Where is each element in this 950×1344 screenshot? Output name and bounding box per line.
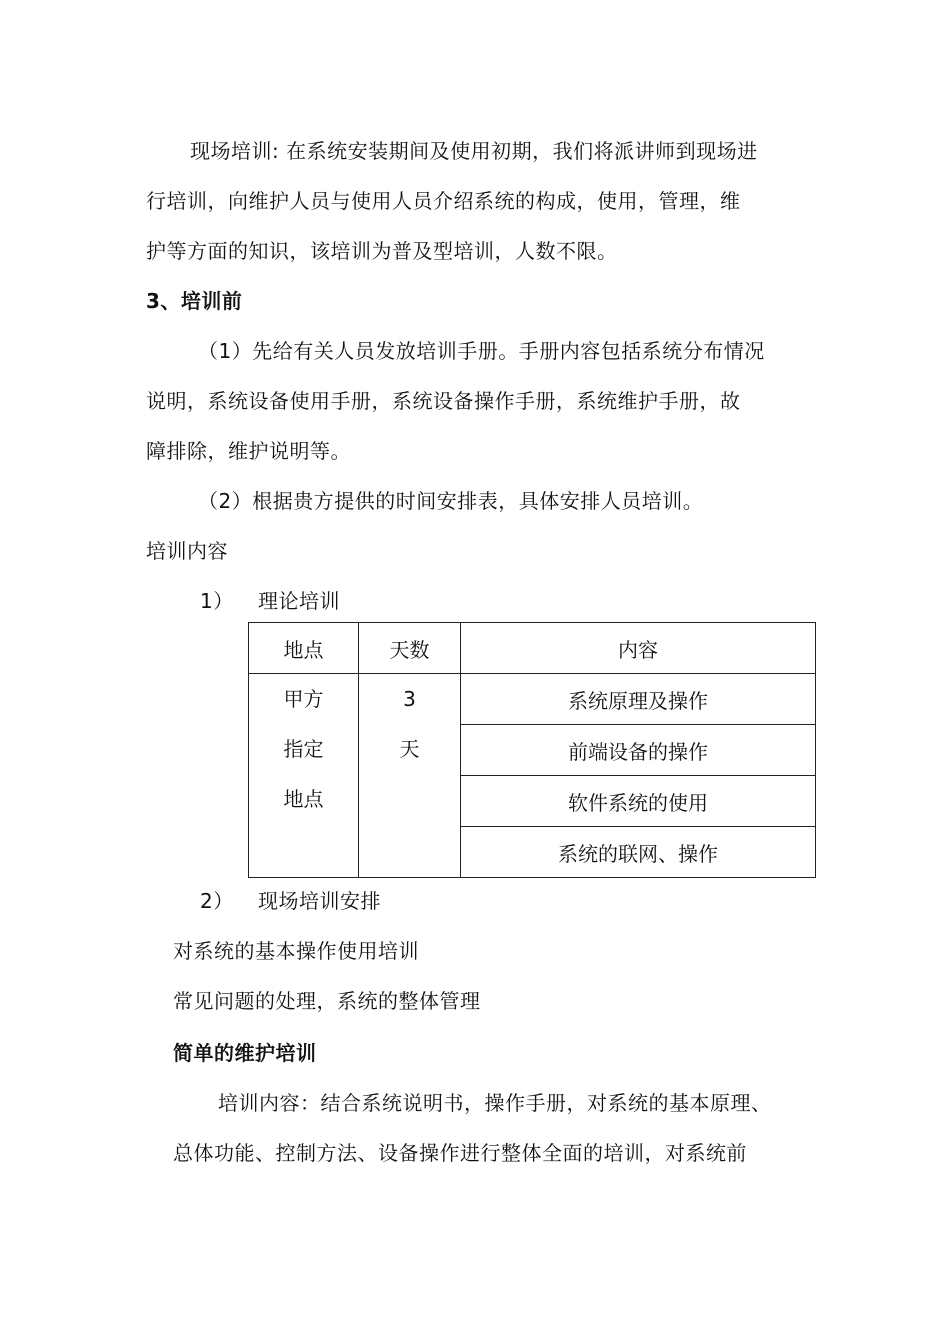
days-cell [359, 674, 461, 878]
location-cell [249, 674, 359, 878]
location-line: 指定 [283, 737, 324, 761]
item2-line: （2）根据贵方提供的时间安排表，具体安排人员培训。 [198, 489, 704, 513]
item1-line-2: 说明，系统设备使用手册，系统设备操作手册，系统维护手册，故 [146, 389, 741, 413]
content-cell: 前端设备的操作 [461, 725, 816, 776]
training-content-label: 培训内容 [146, 539, 228, 563]
content-cell: 系统的联网、操作 [461, 827, 816, 878]
header-content: 内容 [461, 623, 816, 674]
field-item-1: 对系统的基本操作使用培训 [173, 939, 419, 963]
item1-line-1: （1）先给有关人员发放培训手册。手册内容包括系统分布情况 [198, 339, 765, 363]
location-line: 甲方 [283, 687, 324, 711]
section-heading-pre-training: 3、培训前 [146, 289, 243, 313]
onsite-paragraph-line-3: 护等方面的知识，该培训为普及型培训，人数不限。 [146, 239, 618, 263]
field-number: 2） [200, 889, 234, 913]
table-row [249, 674, 816, 725]
field-item-2: 常见问题的处理，系统的整体管理 [173, 989, 481, 1013]
content-paragraph-line-1: 培训内容：结合系统说明书，操作手册，对系统的基本原理、 [218, 1091, 772, 1115]
content-cell: 系统原理及操作 [461, 674, 816, 725]
training-table [248, 622, 816, 878]
days-line: 天 [399, 737, 420, 761]
theory-number: 1） [200, 589, 234, 613]
onsite-paragraph-line-2: 行培训，向维护人员与使用人员介绍系统的构成，使用，管理，维 [146, 189, 741, 213]
onsite-paragraph-line-1: 现场培训: 在系统安装期间及使用初期，我们将派讲师到现场进 [190, 139, 758, 163]
maintenance-heading: 简单的维护培训 [173, 1041, 317, 1065]
header-days: 天数 [359, 623, 461, 674]
location-line: 地点 [283, 787, 324, 811]
content-cell: 软件系统的使用 [461, 776, 816, 827]
header-location: 地点 [249, 623, 359, 674]
field-label: 现场培训安排 [258, 889, 381, 913]
theory-label: 理论培训 [258, 589, 340, 613]
item1-line-3: 障排除，维护说明等。 [146, 439, 351, 463]
days-line: 3 [403, 687, 416, 711]
table-header-row [249, 623, 816, 674]
content-paragraph-line-2: 总体功能、控制方法、设备操作进行整体全面的培训，对系统前 [173, 1141, 747, 1165]
